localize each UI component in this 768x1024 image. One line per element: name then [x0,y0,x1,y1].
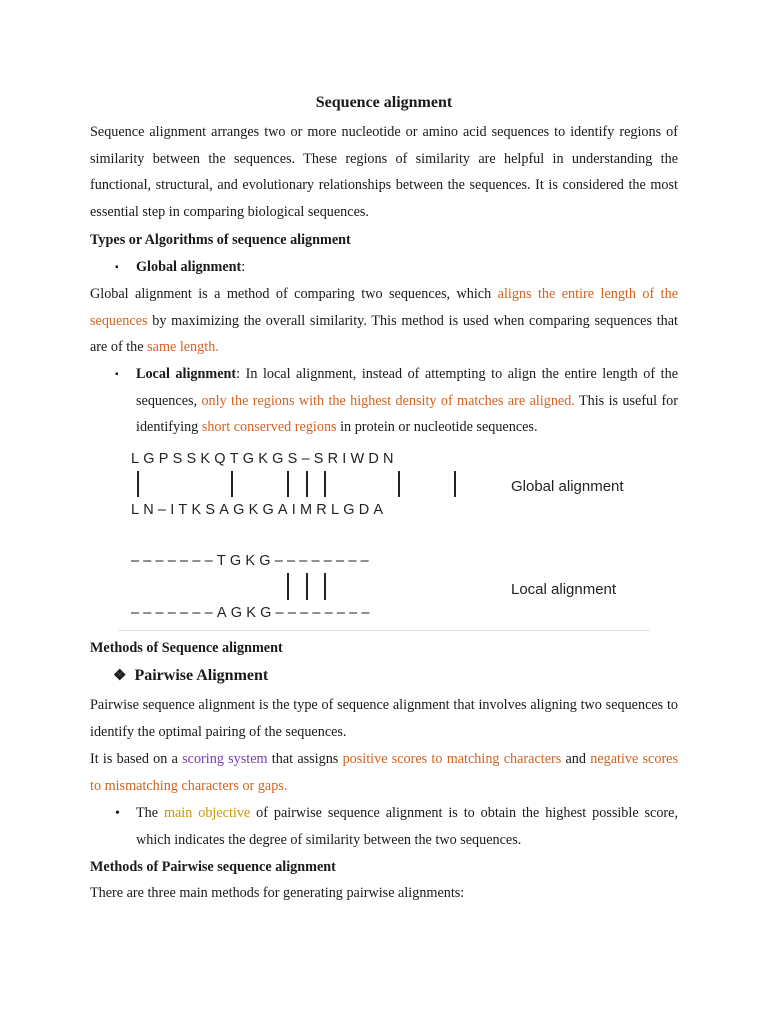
objective-text-2: of pairwise sequence alignment is to obtain the highest possible score, which indicates the degree of similarity between the two sequences. [136,805,678,848]
pairwise-paragraph: Pairwise sequence alignment is the type of sequence alignment that involves aligning two sequences to identify the optimal pairing of the sequences. [90,697,678,740]
square-bullet-icon: ▪ [115,369,119,380]
diamond-bullet-icon: ❖ [113,668,127,684]
global-highlight-1: aligns the entire length of the sequences [90,286,679,329]
local-highlight-2: short conserved regions [201,419,337,436]
round-bullet-icon: • [115,806,120,821]
global-text-1: Global alignment is a method of comparing two sequences, which [90,286,498,302]
scoring-system-highlight: scoring system [182,751,268,767]
local-alignment-label: Local alignment [136,366,237,382]
negative-scores-highlight: negative scores to mismatching characters or gaps. [90,751,678,794]
closing-paragraph: There are three main methods for generating pairwise alignments: [90,885,465,901]
global-highlight-2: same length. [147,339,219,356]
objective-paragraph [136,800,678,853]
scoring-text-3: and [561,751,591,767]
global-label-text: Global alignment [136,259,242,275]
methods-heading: Methods of Sequence alignment [90,640,283,656]
pairwise-heading [113,666,268,685]
local-text-3: in protein or nucleotide sequences. [336,419,538,436]
global-colon: : [241,259,246,275]
scoring-paragraph [90,746,678,799]
objective-text-1: The [136,805,164,821]
local-sequence-top: –––––––TGKG–––––––– [131,553,373,569]
figure-divider [118,630,650,631]
local-text-1: : In local alignment, instead of attempting to align the entire length of the sequences, [136,366,678,409]
local-highlight-1: only the regions with the highest density of matches are aligned. [201,392,575,409]
pairwise-heading-text: Pairwise Alignment [134,667,269,684]
types-heading: Types or Algorithms of sequence alignment [90,232,351,248]
global-alignment-caption: Global alignment [511,478,624,495]
positive-scores-highlight: positive scores to matching characters [342,751,562,767]
pairwise-methods-heading: Methods of Pairwise sequence alignment [90,859,336,875]
global-sequence-bottom: LN–ITKSAGKGAIMRLGDA [131,502,388,518]
scoring-text-2: that assigns [267,751,343,767]
page-title: Sequence alignment [315,94,453,111]
scoring-text-1: It is based on a [90,751,183,767]
local-alignment-caption: Local alignment [511,581,617,598]
main-objective-highlight: main objective [163,805,251,821]
square-bullet-icon: ▪ [115,262,119,273]
local-text-2: This is useful for identifying [136,392,678,436]
global-sequence-top: LGPSSKQTGKGS–SRIWDN [131,451,398,467]
global-text-2: by maximizing the overall similarity. This method is used when comparing sequences that are of the [90,312,678,356]
local-sequence-bottom: –––––––AGKG–––––––– [131,605,374,621]
intro-paragraph: Sequence alignment arranges two or more nucleotide or amino acid sequences to identify regions of similarity between the sequences. These regions of similarity are helpful in understanding the functional, structural, and evolutionary relationships between the sequences. It is considered the most essential step in comparing biological sequences. [90,124,678,221]
